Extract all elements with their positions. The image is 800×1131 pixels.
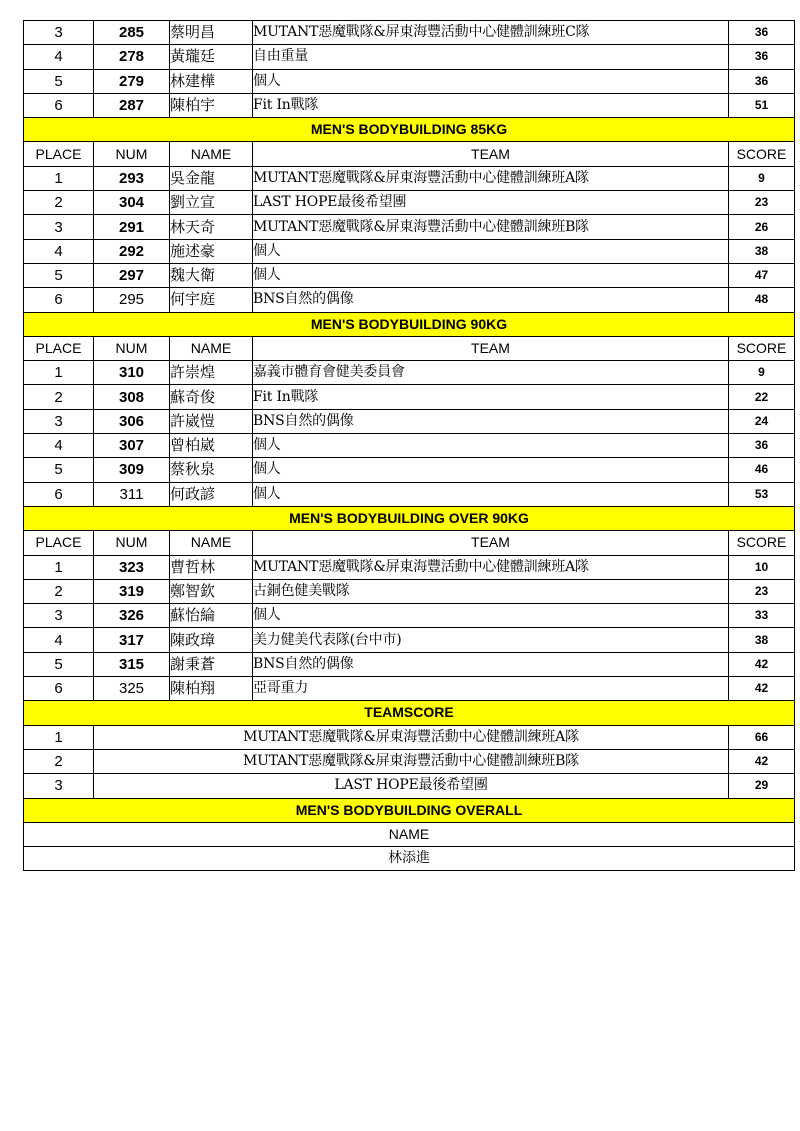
score-cell: 23 — [729, 191, 795, 215]
header-name: NAME — [170, 336, 253, 360]
section-title-row — [24, 312, 795, 336]
name-cell: 林天奇 — [170, 215, 253, 239]
place-cell: 6 — [24, 677, 94, 701]
place-cell: 3 — [24, 774, 94, 798]
place-cell: 2 — [24, 579, 94, 603]
num-cell: 292 — [94, 239, 170, 263]
num-cell: 307 — [94, 434, 170, 458]
score-cell: 36 — [729, 21, 795, 45]
name-cell: 許崇煌 — [170, 361, 253, 385]
team-cell: Fit In戰隊 — [253, 385, 729, 409]
header-place: PLACE — [24, 531, 94, 555]
num-cell: 278 — [94, 45, 170, 69]
table-row — [24, 69, 795, 93]
table-row — [24, 482, 795, 506]
score-cell: 42 — [729, 652, 795, 676]
table-row — [24, 434, 795, 458]
team-row — [24, 725, 795, 749]
header-row — [24, 142, 795, 166]
name-cell: 劉立宣 — [170, 191, 253, 215]
team-cell: 自由重量 — [253, 45, 729, 69]
score-cell: 38 — [729, 239, 795, 263]
place-cell: 1 — [24, 166, 94, 190]
header-num: NUM — [94, 336, 170, 360]
team-cell: 古銅色健美戰隊 — [253, 579, 729, 603]
table-row — [24, 21, 795, 45]
header-row — [24, 531, 795, 555]
section-title: MEN'S BODYBUILDING OVER 90KG — [24, 506, 795, 530]
place-cell: 1 — [24, 361, 94, 385]
name-cell: 陳柏翔 — [170, 677, 253, 701]
name-cell: 何政諺 — [170, 482, 253, 506]
name-cell: 許崴愷 — [170, 409, 253, 433]
results-table — [23, 20, 795, 871]
team-cell: MUTANT惡魔戰隊&屏東海豐活動中心健體訓練班B隊 — [94, 749, 729, 773]
header-name: NAME — [170, 142, 253, 166]
place-cell: 3 — [24, 604, 94, 628]
num-cell: 319 — [94, 579, 170, 603]
header-place: PLACE — [24, 336, 94, 360]
team-cell: LAST HOPE最後希望團 — [253, 191, 729, 215]
table-row — [24, 409, 795, 433]
overall-header-row — [24, 822, 795, 846]
table-row — [24, 385, 795, 409]
name-cell: 蔡明昌 — [170, 21, 253, 45]
header-team: TEAM — [253, 142, 729, 166]
score-cell: 46 — [729, 458, 795, 482]
team-cell: 個人 — [253, 482, 729, 506]
place-cell: 5 — [24, 458, 94, 482]
overall-name-row — [24, 847, 795, 871]
score-cell: 48 — [729, 288, 795, 312]
num-cell: 279 — [94, 69, 170, 93]
place-cell: 2 — [24, 749, 94, 773]
score-cell: 22 — [729, 385, 795, 409]
header-team: TEAM — [253, 531, 729, 555]
num-cell: 308 — [94, 385, 170, 409]
team-row — [24, 774, 795, 798]
table-row — [24, 239, 795, 263]
num-cell: 304 — [94, 191, 170, 215]
score-cell: 36 — [729, 434, 795, 458]
num-cell: 325 — [94, 677, 170, 701]
num-cell: 293 — [94, 166, 170, 190]
name-cell: 林建樺 — [170, 69, 253, 93]
place-cell: 5 — [24, 263, 94, 287]
score-cell: 9 — [729, 166, 795, 190]
name-cell: 吳金龍 — [170, 166, 253, 190]
team-cell: 個人 — [253, 604, 729, 628]
team-cell: 美力健美代表隊(台中市) — [253, 628, 729, 652]
name-cell: 黃瓏廷 — [170, 45, 253, 69]
team-cell: 亞哥重力 — [253, 677, 729, 701]
team-cell: MUTANT惡魔戰隊&屏東海豐活動中心健體訓練班C隊 — [253, 21, 729, 45]
place-cell: 3 — [24, 409, 94, 433]
score-cell: 29 — [729, 774, 795, 798]
name-cell: 施述豪 — [170, 239, 253, 263]
place-cell: 6 — [24, 482, 94, 506]
score-cell: 10 — [729, 555, 795, 579]
table-row — [24, 361, 795, 385]
score-cell: 26 — [729, 215, 795, 239]
section-title: MEN'S BODYBUILDING 85KG — [24, 118, 795, 142]
score-cell: 24 — [729, 409, 795, 433]
team-cell: 個人 — [253, 239, 729, 263]
place-cell: 2 — [24, 385, 94, 409]
overall-title-row — [24, 798, 795, 822]
name-cell: 陳柏宇 — [170, 93, 253, 117]
team-cell: MUTANT惡魔戰隊&屏東海豐活動中心健體訓練班B隊 — [253, 215, 729, 239]
table-row — [24, 166, 795, 190]
team-cell: 嘉義市體育會健美委員會 — [253, 361, 729, 385]
overall-name: 林添進 — [24, 847, 795, 871]
header-score: SCORE — [729, 531, 795, 555]
score-cell: 33 — [729, 604, 795, 628]
header-num: NUM — [94, 531, 170, 555]
num-cell: 297 — [94, 263, 170, 287]
team-cell: 個人 — [253, 263, 729, 287]
table-row — [24, 677, 795, 701]
overall-title: MEN'S BODYBUILDING OVERALL — [24, 798, 795, 822]
name-cell: 蘇奇俊 — [170, 385, 253, 409]
score-cell: 51 — [729, 93, 795, 117]
team-row — [24, 749, 795, 773]
team-cell: BNS自然的偶像 — [253, 288, 729, 312]
score-cell: 9 — [729, 361, 795, 385]
header-num: NUM — [94, 142, 170, 166]
team-cell: 個人 — [253, 69, 729, 93]
place-cell: 4 — [24, 434, 94, 458]
place-cell: 2 — [24, 191, 94, 215]
table-row — [24, 652, 795, 676]
place-cell: 1 — [24, 725, 94, 749]
score-cell: 38 — [729, 628, 795, 652]
place-cell: 4 — [24, 628, 94, 652]
name-cell: 蔡秋泉 — [170, 458, 253, 482]
team-cell: MUTANT惡魔戰隊&屏東海豐活動中心健體訓練班A隊 — [253, 166, 729, 190]
team-cell: MUTANT惡魔戰隊&屏東海豐活動中心健體訓練班A隊 — [253, 555, 729, 579]
place-cell: 6 — [24, 93, 94, 117]
header-name: NAME — [170, 531, 253, 555]
table-row — [24, 288, 795, 312]
name-cell: 曹哲林 — [170, 555, 253, 579]
section-title: MEN'S BODYBUILDING 90KG — [24, 312, 795, 336]
name-cell: 何宇庭 — [170, 288, 253, 312]
section-title-row — [24, 506, 795, 530]
header-score: SCORE — [729, 336, 795, 360]
score-cell: 66 — [729, 725, 795, 749]
table-row — [24, 628, 795, 652]
table-row — [24, 555, 795, 579]
num-cell: 310 — [94, 361, 170, 385]
table-row — [24, 215, 795, 239]
score-cell: 47 — [729, 263, 795, 287]
teamscore-title: TEAMSCORE — [24, 701, 795, 725]
header-team: TEAM — [253, 336, 729, 360]
table-row — [24, 458, 795, 482]
num-cell: 309 — [94, 458, 170, 482]
table-row — [24, 263, 795, 287]
table-row — [24, 604, 795, 628]
section-title-row — [24, 118, 795, 142]
num-cell: 287 — [94, 93, 170, 117]
place-cell: 1 — [24, 555, 94, 579]
team-cell: 個人 — [253, 434, 729, 458]
num-cell: 326 — [94, 604, 170, 628]
place-cell: 3 — [24, 215, 94, 239]
score-cell: 36 — [729, 69, 795, 93]
place-cell: 4 — [24, 239, 94, 263]
header-place: PLACE — [24, 142, 94, 166]
num-cell: 285 — [94, 21, 170, 45]
num-cell: 317 — [94, 628, 170, 652]
name-cell: 魏大衛 — [170, 263, 253, 287]
num-cell: 323 — [94, 555, 170, 579]
num-cell: 291 — [94, 215, 170, 239]
num-cell: 315 — [94, 652, 170, 676]
overall-header: NAME — [24, 822, 795, 846]
num-cell: 295 — [94, 288, 170, 312]
score-cell: 36 — [729, 45, 795, 69]
header-score: SCORE — [729, 142, 795, 166]
num-cell: 306 — [94, 409, 170, 433]
score-cell: 42 — [729, 677, 795, 701]
score-cell: 23 — [729, 579, 795, 603]
place-cell: 4 — [24, 45, 94, 69]
team-cell: LAST HOPE最後希望團 — [94, 774, 729, 798]
team-cell: Fit In戰隊 — [253, 93, 729, 117]
team-cell: 個人 — [253, 458, 729, 482]
score-cell: 53 — [729, 482, 795, 506]
header-row — [24, 336, 795, 360]
place-cell: 3 — [24, 21, 94, 45]
num-cell: 311 — [94, 482, 170, 506]
team-cell: BNS自然的偶像 — [253, 652, 729, 676]
place-cell: 6 — [24, 288, 94, 312]
team-cell: BNS自然的偶像 — [253, 409, 729, 433]
place-cell: 5 — [24, 652, 94, 676]
name-cell: 蘇怡綸 — [170, 604, 253, 628]
name-cell: 陳政璋 — [170, 628, 253, 652]
table-row — [24, 45, 795, 69]
name-cell: 曾柏崴 — [170, 434, 253, 458]
name-cell: 鄭智欽 — [170, 579, 253, 603]
score-cell: 42 — [729, 749, 795, 773]
place-cell: 5 — [24, 69, 94, 93]
table-row — [24, 191, 795, 215]
team-cell: MUTANT惡魔戰隊&屏東海豐活動中心健體訓練班A隊 — [94, 725, 729, 749]
table-row — [24, 579, 795, 603]
name-cell: 謝秉蒼 — [170, 652, 253, 676]
teamscore-title-row — [24, 701, 795, 725]
table-row — [24, 93, 795, 117]
